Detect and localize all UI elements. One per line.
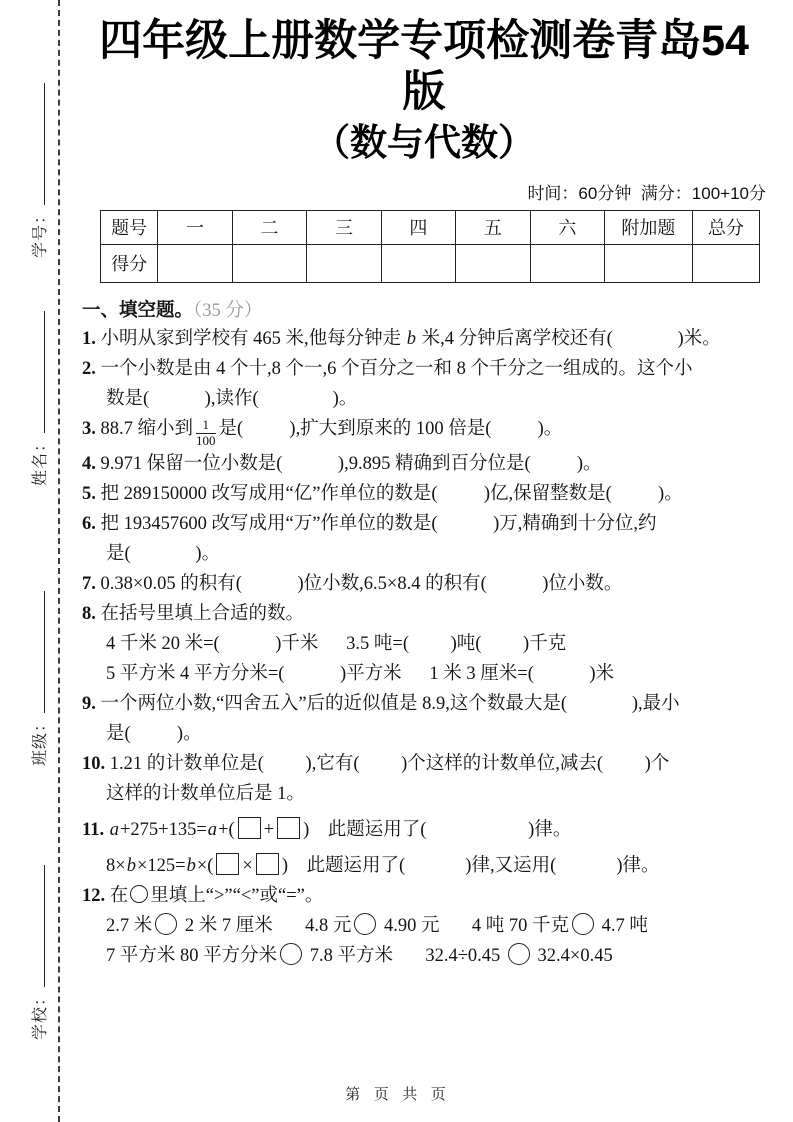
question-text: 一个小数是由 4 个十,8 个一,6 个百分之一和 8 个千分之一组成的。这个小 xyxy=(100,358,693,379)
math-variable: b xyxy=(406,328,417,349)
question-9-line-2 xyxy=(82,719,766,749)
class-field xyxy=(27,591,50,766)
question-text: 8× xyxy=(106,855,126,876)
question-text: 里填上“>”“<”或“=”。 xyxy=(150,885,324,906)
score-table xyxy=(100,210,760,283)
fraction xyxy=(196,418,216,449)
score-table-header-row xyxy=(101,210,760,244)
question-number: 6. xyxy=(82,513,96,534)
question-number: 9. xyxy=(82,693,96,714)
school-blank-line xyxy=(28,865,45,987)
question-number: 8. xyxy=(82,603,96,624)
question-11-line-2 xyxy=(82,851,766,881)
question-7-line-1 xyxy=(82,569,766,599)
question-text: 是( )。 xyxy=(106,543,221,564)
questions-list xyxy=(82,324,766,971)
math-variable: a xyxy=(207,819,218,840)
question-8-line-2 xyxy=(82,629,766,659)
section-title-text: 一、填空题。 xyxy=(82,300,194,321)
class-blank-line xyxy=(28,591,45,713)
question-number: 5. xyxy=(82,483,96,504)
question-number: 12. xyxy=(82,885,106,906)
comparison-circle xyxy=(130,885,148,903)
comparison-circle xyxy=(155,913,177,935)
section-points: （35 分） xyxy=(193,300,263,321)
question-text: + xyxy=(263,819,275,840)
question-number: 7. xyxy=(82,573,96,594)
math-variable: a xyxy=(109,819,119,840)
section-title xyxy=(82,296,766,322)
student-id-blank-line xyxy=(28,83,45,205)
question-2-line-1 xyxy=(82,354,766,384)
question-text: 4 千米 20 米=( )千米 3.5 吨=( )吨( )千克 xyxy=(106,633,567,654)
question-text: ×125= xyxy=(136,855,186,876)
question-text: 7 平方米 80 平方分米 xyxy=(106,945,278,966)
question-number: 1. xyxy=(82,328,96,349)
score-cell-empty xyxy=(158,244,232,282)
question-text: 7.8 平方米 32.4÷0.45 xyxy=(305,945,505,966)
question-10-line-1 xyxy=(82,749,766,779)
score-table-header-cell: 五 xyxy=(456,210,530,244)
question-text: 在括号里填上合适的数。 xyxy=(100,603,305,624)
student-id-label: 学号： xyxy=(32,206,49,258)
question-number: 3. xyxy=(82,418,96,439)
answer-box xyxy=(216,853,239,875)
fraction-numerator: 1 xyxy=(196,418,216,434)
question-text: 88.7 缩小到 xyxy=(100,418,194,439)
comparison-circle xyxy=(280,943,302,965)
page-title: 四年级上册数学专项检测卷青岛54版 xyxy=(99,17,749,116)
question-text: 2 米 7 厘米 4.8 元 xyxy=(180,915,352,936)
question-text: +275+135= xyxy=(119,819,207,840)
time-score-meta: 时间：60分钟 满分：100+10分 xyxy=(527,183,766,203)
class-label: 班级： xyxy=(32,714,49,766)
question-text: 把 289150000 改写成用“亿”作单位的数是( )亿,保留整数是( )。 xyxy=(100,483,683,504)
score-cell-empty xyxy=(232,244,306,282)
question-text: +( xyxy=(218,819,235,840)
question-number: 4. xyxy=(82,453,96,474)
school-field xyxy=(27,865,50,1040)
score-table-header-cell: 一 xyxy=(158,210,232,244)
page-footer: 第 页 共 页 xyxy=(345,1087,448,1103)
score-cell-empty xyxy=(530,244,604,282)
question-4-line-1 xyxy=(82,449,766,479)
question-12-line-3 xyxy=(82,941,766,971)
answer-box xyxy=(256,853,279,875)
question-1-line-1 xyxy=(82,324,766,354)
question-8-line-1 xyxy=(82,599,766,629)
question-2-line-2 xyxy=(82,384,766,414)
score-table-header-cell: 四 xyxy=(381,210,455,244)
score-cell-empty xyxy=(307,244,381,282)
question-text: 1.21 的计数单位是( ),它有( )个这样的计数单位,减去( )个 xyxy=(109,753,670,774)
score-table-header-cell: 附加题 xyxy=(605,210,693,244)
score-table-header-cell: 题号 xyxy=(101,210,158,244)
question-text: 9.971 保留一位小数是( ),9.895 精确到百分位是( )。 xyxy=(100,453,602,474)
question-6-line-2 xyxy=(82,539,766,569)
question-text: 在 xyxy=(109,885,129,906)
student-id-field xyxy=(27,83,50,258)
score-table-header-cell: 三 xyxy=(307,210,381,244)
question-text: 0.38×0.05 的积有( )位小数,6.5×8.4 的积有( )位小数。 xyxy=(100,573,623,594)
score-table-header-cell: 二 xyxy=(232,210,306,244)
question-6-line-1 xyxy=(82,509,766,539)
page-subtitle: （数与代数） xyxy=(313,122,535,164)
question-9-line-1 xyxy=(82,689,766,719)
question-text: 2.7 米 xyxy=(106,915,153,936)
main-content xyxy=(82,16,766,971)
question-3-line-1 xyxy=(82,414,766,449)
math-variable: b xyxy=(186,855,196,876)
question-text: 4.7 吨 xyxy=(597,915,648,936)
question-text: 是( )。 xyxy=(106,723,202,744)
score-cell-empty xyxy=(692,244,759,282)
question-number: 10. xyxy=(82,753,106,774)
fraction-denominator: 100 xyxy=(196,432,216,448)
answer-box xyxy=(238,817,261,839)
student-name-label: 姓名： xyxy=(32,434,49,486)
question-text: 这样的计数单位后是 1。 xyxy=(106,783,305,804)
question-text: 一个两位小数,“四舍五入”后的近似值是 8.9,这个数最大是( ),最小 xyxy=(100,693,680,714)
question-text: ) 此题运用了( )律。 xyxy=(303,819,572,840)
score-table-header-cell: 六 xyxy=(530,210,604,244)
question-text: 把 193457600 改写成用“万”作单位的数是( )万,精确到十分位,约 xyxy=(100,513,657,534)
question-number: 11. xyxy=(82,819,105,840)
student-name-blank-line xyxy=(28,311,45,433)
comparison-circle xyxy=(508,943,530,965)
question-text: 4.90 元 4 吨 70 千克 xyxy=(379,915,570,936)
question-text: 5 平方米 4 平方分米=( )平方米 1 米 3 厘米=( )米 xyxy=(106,663,615,684)
question-text: 数是( ),读作( )。 xyxy=(106,388,358,409)
score-cell-empty xyxy=(381,244,455,282)
question-5-line-1 xyxy=(82,479,766,509)
question-number: 2. xyxy=(82,358,96,379)
question-text: 米,4 分钟后离学校还有( )米。 xyxy=(417,328,721,349)
score-row-label: 得分 xyxy=(101,244,158,282)
student-name-field xyxy=(27,311,50,486)
question-11-line-1 xyxy=(82,815,766,845)
question-8-line-3 xyxy=(82,659,766,689)
question-text: ×( xyxy=(196,855,214,876)
question-text: 小明从家到学校有 465 米,他每分钟走 xyxy=(100,328,406,349)
school-label: 学校： xyxy=(32,988,49,1040)
score-table-score-row xyxy=(101,244,760,282)
math-variable: b xyxy=(126,855,136,876)
question-12-line-2 xyxy=(82,911,766,941)
comparison-circle xyxy=(572,913,594,935)
question-text: × xyxy=(242,855,253,876)
question-text: 是( ),扩大到原来的 100 倍是( )。 xyxy=(218,418,563,439)
question-12-line-1 xyxy=(82,881,766,911)
answer-box xyxy=(277,817,300,839)
binding-dashed-line xyxy=(58,0,60,1122)
question-text: ) 此题运用了( )律,又运用( )律。 xyxy=(281,855,660,876)
question-text: 32.4×0.45 xyxy=(532,945,613,966)
score-cell-empty xyxy=(456,244,530,282)
score-cell-empty xyxy=(605,244,693,282)
comparison-circle xyxy=(354,913,376,935)
score-table-header-cell: 总分 xyxy=(692,210,759,244)
question-10-line-2 xyxy=(82,779,766,809)
